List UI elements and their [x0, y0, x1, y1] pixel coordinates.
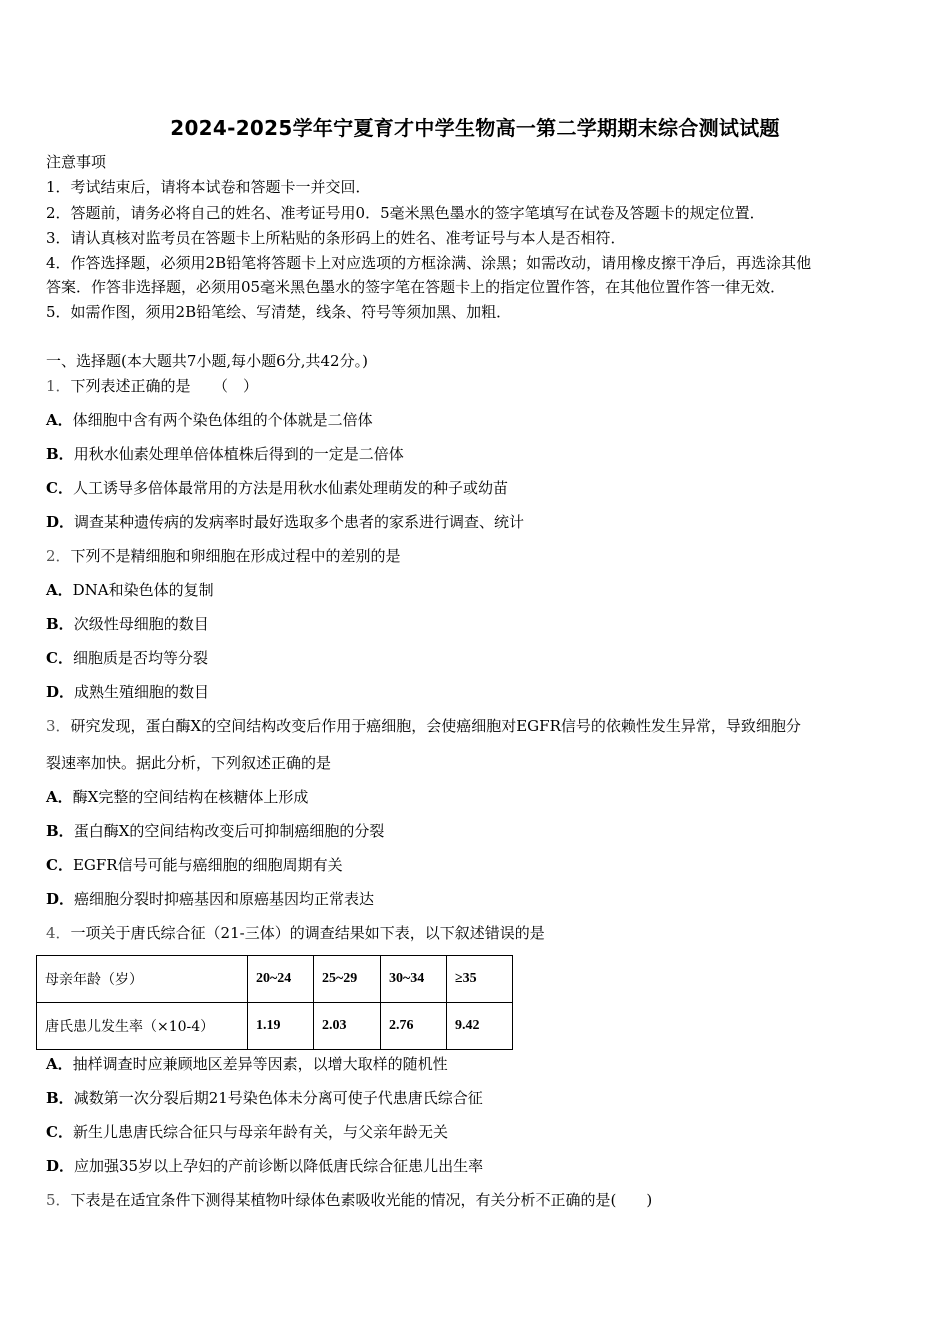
q1-option-c — [46, 478, 508, 498]
notice-item-4: 4．作答选择题，必须用2B铅笔将答题卡上对应选项的方框涂满、涂黑；如需改动，请用橡皮擦干净后，再选涂其他 — [46, 254, 812, 272]
question-3-cont: 裂速率加快。据此分析，下列叙述正确的是 — [46, 754, 332, 772]
q4-option-b — [46, 1088, 483, 1108]
q1-option-d — [46, 512, 524, 532]
question-stem: 研究发现，蛋白酶X的空间结构改变后作用于癌细胞，会使癌细胞对EGFR信号的依赖性发生异常，导致细胞分 — [70, 717, 801, 735]
notice-item-4-cont: 答案．作答非选择题，必须用05毫米黑色墨水的签字笔在答题卡上的指定位置作答，在其他位置作答一律无效． — [46, 278, 786, 296]
q3-option-c — [46, 855, 343, 875]
option-text: 癌细胞分裂时抑癌基因和原癌基因均正常表达 — [74, 890, 375, 908]
q2-option-a — [46, 580, 214, 600]
option-text: 成熟生殖细胞的数目 — [74, 683, 210, 701]
question-4 — [46, 923, 545, 943]
question-3 — [46, 716, 801, 736]
option-label: A． — [46, 581, 73, 599]
option-label: B． — [46, 1089, 74, 1107]
table-cell: 9.42 — [447, 1003, 513, 1050]
table-cell: 唐氏患儿发生率（×10-4） — [37, 1003, 248, 1050]
table-cell: 20~24 — [248, 956, 314, 1003]
option-label: C． — [46, 1123, 73, 1141]
option-label: C． — [46, 479, 73, 497]
question-stem: 下列表述正确的是 （ ） — [70, 377, 259, 395]
q3-option-d — [46, 889, 374, 909]
notice-item-2: 2．答题前，请务必将自己的姓名、准考证号用0．5毫米黑色墨水的签字笔填写在试卷及答题卡的规定位置． — [46, 204, 765, 222]
notice-item-3: 3．请认真核对监考员在答题卡上所粘贴的条形码上的姓名、准考证号与本人是否相符． — [46, 229, 626, 247]
question-number: 3． — [46, 717, 71, 735]
option-text: 新生儿患唐氏综合征只与母亲年龄有关，与父亲年龄无关 — [72, 1123, 448, 1141]
option-text: 用秋水仙素处理单倍体植株后得到的一定是二倍体 — [73, 445, 404, 463]
q4-option-c — [46, 1122, 448, 1142]
table-row — [37, 1003, 513, 1050]
question-stem: 下列不是精细胞和卵细胞在形成过程中的差别的是 — [70, 547, 401, 565]
option-text: 次级性母细胞的数目 — [73, 615, 209, 633]
option-label: B． — [46, 445, 74, 463]
option-label: D． — [46, 683, 75, 701]
table-cell: 母亲年龄（岁） — [37, 956, 248, 1003]
table-cell: 25~29 — [314, 956, 381, 1003]
option-text: DNA和染色体的复制 — [72, 581, 214, 599]
q1-option-a — [46, 410, 373, 430]
question-1 — [46, 376, 258, 396]
option-label: D． — [46, 890, 75, 908]
table-cell: 2.03 — [314, 1003, 381, 1050]
option-label: C． — [46, 856, 73, 874]
option-label: A． — [46, 1055, 73, 1073]
q2-option-c — [46, 648, 208, 668]
option-text: 体细胞中含有两个染色体组的个体就是二倍体 — [72, 411, 373, 429]
option-label: A． — [46, 788, 73, 806]
option-text: 应加强35岁以上孕妇的产前诊断以降低唐氏综合征患儿出生率 — [74, 1157, 484, 1175]
q3-option-a — [46, 787, 308, 807]
table-cell: ≥35 — [447, 956, 513, 1003]
option-text: 蛋白酶X的空间结构改变后可抑制癌细胞的分裂 — [73, 822, 385, 840]
option-label: D． — [46, 1157, 75, 1175]
option-text: 酶X完整的空间结构在核糖体上形成 — [72, 788, 309, 806]
option-label: C． — [46, 649, 73, 667]
incidence-table — [36, 955, 513, 1050]
q4-option-a — [46, 1054, 448, 1074]
q2-option-d — [46, 682, 209, 702]
table-row — [37, 956, 513, 1003]
question-5 — [46, 1190, 652, 1210]
notice-item-5: 5．如需作图，须用2B铅笔绘、写清楚，线条、符号等须加黑、加粗． — [46, 303, 512, 321]
question-number: 2． — [46, 547, 71, 565]
option-label: A． — [46, 411, 73, 429]
table-cell: 2.76 — [381, 1003, 447, 1050]
section-heading: 一、选择题(本大题共7小题,每小题6分,共42分。) — [46, 352, 368, 370]
table-cell: 30~34 — [381, 956, 447, 1003]
option-text: 调查某种遗传病的发病率时最好选取多个患者的家系进行调查、统计 — [74, 513, 525, 531]
option-text: EGFR信号可能与癌细胞的细胞周期有关 — [72, 856, 343, 874]
option-label: B． — [46, 615, 74, 633]
question-stem: 下表是在适宜条件下测得某植物叶绿体色素吸收光能的情况，有关分析不正确的是( ) — [70, 1191, 653, 1209]
table-cell: 1.19 — [248, 1003, 314, 1050]
notice-heading: 注意事项 — [46, 153, 107, 171]
question-number: 5． — [46, 1191, 71, 1209]
question-number: 1． — [46, 377, 71, 395]
notice-item-1: 1．考试结束后，请将本试卷和答题卡一并交回． — [46, 178, 371, 196]
option-text: 人工诱导多倍体最常用的方法是用秋水仙素处理萌发的种子或幼苗 — [72, 479, 508, 497]
option-text: 细胞质是否均等分裂 — [72, 649, 208, 667]
q4-option-d — [46, 1156, 483, 1176]
q3-option-b — [46, 821, 384, 841]
page-title: 2024-2025学年宁夏育才中学生物高一第二学期期末综合测试试题 — [170, 116, 780, 140]
q1-option-b — [46, 444, 404, 464]
question-number: 4． — [46, 924, 71, 942]
option-text: 抽样调查时应兼顾地区差异等因素，以增大取样的随机性 — [72, 1055, 448, 1073]
q2-option-b — [46, 614, 209, 634]
question-stem: 一项关于唐氏综合征（21-三体）的调查结果如下表，以下叙述错误的是 — [70, 924, 545, 942]
question-2 — [46, 546, 401, 566]
option-label: B． — [46, 822, 74, 840]
option-text: 减数第一次分裂后期21号染色体未分离可使子代患唐氏综合征 — [73, 1089, 483, 1107]
option-label: D． — [46, 513, 75, 531]
